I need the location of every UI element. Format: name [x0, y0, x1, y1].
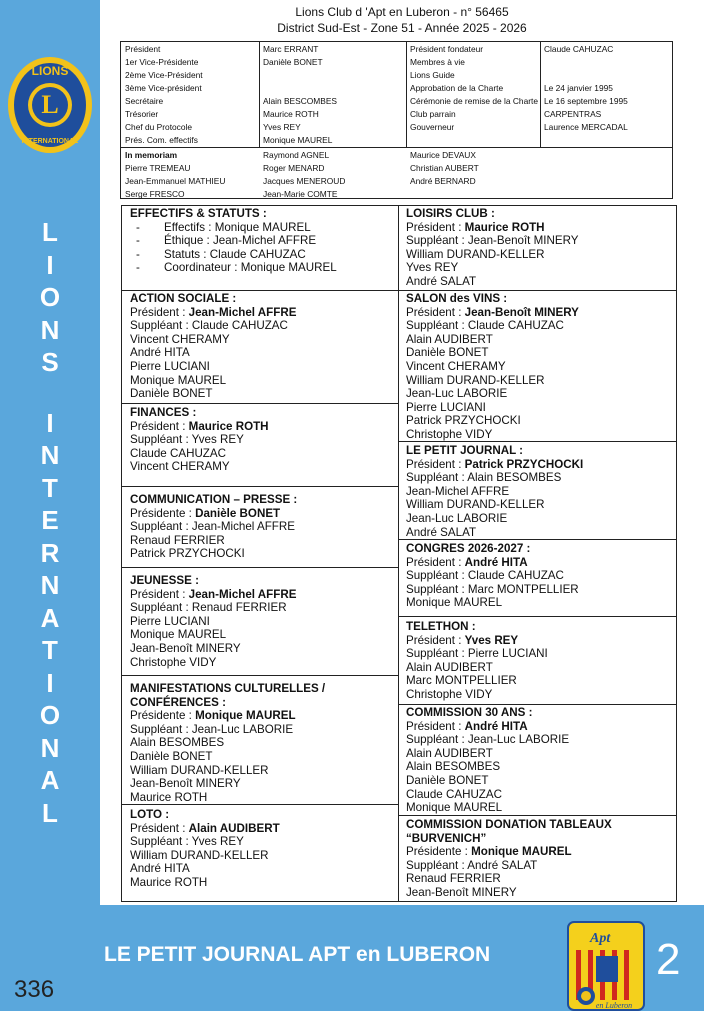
section-title: EFFECTIFS & STATUTS : — [130, 207, 267, 220]
commissions-grid — [121, 205, 677, 902]
president-label: Président : — [406, 555, 465, 569]
member: Maurice ROTH — [130, 790, 208, 804]
member: André HITA — [130, 862, 190, 876]
member: Renaud FERRIER — [130, 533, 225, 547]
congres-section — [406, 542, 579, 610]
member: Suppléant : Jean-Michel AFFRE — [130, 520, 295, 534]
member: Christophe VIDY — [406, 687, 493, 701]
fact-label: Cérémonie de remise de la Charte — [410, 96, 539, 106]
section-title-line2: “BURVENICH” — [406, 831, 487, 845]
member: Danièle BONET — [130, 387, 213, 401]
journal-title: LE PETIT JOURNAL APT en LUBERON — [104, 943, 491, 966]
section-title: COMMUNICATION – PRESSE : — [130, 493, 298, 506]
member: Suppléant : Renaud FERRIER — [130, 601, 287, 615]
memoriam-name: Pierre TREMEAU — [125, 163, 191, 173]
district-line: District Sud-Est - Zone 51 - Année 2025 - 2026 — [277, 21, 527, 35]
list-item: - Effectifs : Monique MAUREL — [130, 221, 337, 235]
finances-section — [130, 406, 269, 474]
member: Patrick PRZYCHOCKI — [130, 547, 245, 561]
svg-text:en Luberon: en Luberon — [595, 1001, 633, 1010]
fact-label: Lions Guide — [410, 70, 455, 80]
section-title-line2: CONFÉRENCES : — [130, 695, 226, 709]
member: Vincent CHERAMY — [406, 359, 506, 373]
section-title: COMMISSION DONATION TABLEAUX — [406, 818, 612, 831]
member: Jean-Michel AFFRE — [406, 484, 510, 498]
section-title: ACTION SOCIALE : — [130, 292, 237, 305]
member: Danièle BONET — [406, 346, 489, 360]
memoriam-name: Jacques MENEROUD — [263, 176, 346, 186]
role: Chef du Protocole — [125, 122, 193, 132]
list-item: - Statuts : Claude CAHUZAC — [130, 248, 337, 262]
list-item: - Coordinateur : Monique MAUREL — [130, 261, 337, 275]
section-title: CONGRES 2026-2027 : — [406, 542, 531, 555]
officer-roles-column — [125, 43, 203, 147]
loisirs-club-section — [406, 207, 579, 289]
president-label: Président : — [406, 633, 465, 647]
member: Suppléant : Marc MONTPELLIER — [406, 582, 579, 596]
svg-text:LIONS: LIONS — [31, 64, 69, 78]
member: Suppléant : Jean-Luc LABORIE — [130, 722, 294, 736]
vertical-letter: L — [42, 797, 58, 828]
member: Alain AUDIBERT — [406, 746, 493, 760]
apt-en-luberon-badge — [566, 920, 646, 1012]
member: Alain AUDIBERT — [406, 332, 493, 346]
section-title: COMMISSION 30 ANS : — [406, 706, 533, 719]
member: Monique MAUREL — [130, 373, 227, 387]
member: Suppléant : Yves REY — [130, 433, 244, 447]
fact-label: Club parrain — [410, 109, 456, 119]
page-number: 2 — [656, 935, 681, 984]
member: Jean-Benoît MINERY — [130, 777, 241, 791]
officer-names-column — [263, 43, 337, 147]
vertical-letter: N — [40, 732, 60, 763]
fact-value: Laurence MERCADAL — [544, 122, 628, 132]
role: Prés. Com. effectifs — [125, 135, 198, 145]
president-label: Présidente : — [130, 506, 196, 520]
memoriam-name: Serge FRESCO — [125, 189, 185, 199]
president-name: Maurice ROTH — [188, 419, 269, 433]
officer-name: Yves REY — [263, 122, 301, 132]
president-name: Monique MAUREL — [471, 845, 572, 859]
member: Patrick PRZYCHOCKI — [406, 414, 521, 428]
president-name: Alain AUDIBERT — [188, 821, 280, 835]
role: 3ème Vice-président — [125, 83, 202, 93]
club-name-line: Lions Club d 'Apt en Luberon - n° 56465 — [295, 5, 509, 19]
president-name: Jean-Michel AFFRE — [188, 587, 297, 601]
member: Suppléant : Claude CAHUZAC — [130, 319, 288, 333]
telethon-section — [406, 620, 548, 702]
club-facts-values-column — [544, 43, 628, 134]
president-label: Président : — [406, 220, 465, 234]
vertical-letter: I — [46, 407, 54, 438]
member: Suppléant : Jean-Luc LABORIE — [406, 733, 570, 747]
manifestations-culturelles-section — [130, 682, 325, 804]
issue-number: 336 — [14, 976, 55, 1003]
role: 2ème Vice-Président — [125, 70, 203, 80]
vertical-letter: L — [42, 217, 58, 247]
fact-label: Approbation de la Charte — [410, 83, 504, 93]
memoriam-name: Raymond AGNEL — [263, 150, 330, 160]
member: William DURAND-KELLER — [130, 763, 269, 777]
section-title: FINANCES : — [130, 406, 197, 419]
member: William DURAND-KELLER — [406, 498, 545, 512]
svg-text:L: L — [41, 90, 59, 119]
member: William DURAND-KELLER — [130, 848, 269, 862]
officer-name: Marc ERRANT — [263, 44, 319, 54]
fact-label: Président fondateur — [410, 44, 484, 54]
vertical-letter: I — [46, 667, 54, 698]
vertical-letter: A — [40, 765, 60, 795]
member: William DURAND-KELLER — [406, 373, 545, 387]
fact-value: Claude CAHUZAC — [544, 44, 614, 54]
svg-text:INTERNATIONAL: INTERNATIONAL — [21, 138, 79, 145]
president-label: Président : — [130, 419, 189, 433]
member: Suppléant : Pierre LUCIANI — [406, 647, 548, 661]
member: Alain BESOMBES — [406, 760, 501, 774]
petit-journal-section — [406, 444, 583, 539]
member: Renaud FERRIER — [406, 872, 501, 886]
section-title: LOISIRS CLUB : — [406, 207, 495, 220]
fact-value: Le 24 janvier 1995 — [544, 83, 613, 93]
member: Danièle BONET — [406, 773, 489, 787]
president-name: Jean-Michel AFFRE — [188, 305, 297, 319]
president-name: Danièle BONET — [195, 506, 281, 520]
vertical-letter: R — [40, 537, 60, 568]
memoriam-name: André BERNARD — [410, 176, 476, 186]
member: André HITA — [130, 346, 190, 360]
member: Alain BESOMBES — [130, 736, 225, 750]
action-sociale-section — [130, 292, 296, 401]
member: Claude CAHUZAC — [406, 787, 502, 801]
president-label: Président : — [130, 305, 189, 319]
role: Secrétaire — [125, 96, 164, 106]
officer-name: Maurice ROTH — [263, 109, 319, 119]
president-name: Monique MAUREL — [195, 709, 296, 723]
member: Monique MAUREL — [406, 801, 503, 815]
member: André SALAT — [406, 274, 477, 288]
president-name: André HITA — [464, 555, 528, 569]
section-title: JEUNESSE : — [130, 574, 199, 587]
member: Alain AUDIBERT — [406, 660, 493, 674]
vertical-letter: T — [42, 635, 58, 665]
president-name: Yves REY — [464, 633, 519, 647]
member: Pierre LUCIANI — [406, 400, 486, 414]
member: Vincent CHERAMY — [130, 332, 230, 346]
member: Suppléant : Yves REY — [130, 835, 244, 849]
president-label: Présidente : — [130, 709, 196, 723]
jeunesse-section — [130, 574, 296, 669]
vertical-letter: E — [41, 505, 59, 535]
member: André SALAT — [406, 525, 477, 539]
member: Pierre LUCIANI — [130, 359, 210, 373]
member: Jean-Benoît MINERY — [406, 885, 517, 899]
member: Claude CAHUZAC — [130, 446, 226, 460]
vertical-letter: S — [41, 347, 59, 377]
fact-label: Membres à vie — [410, 57, 465, 67]
president-label: Présidente : — [406, 845, 472, 859]
member: Marc MONTPELLIER — [406, 674, 517, 688]
member: William DURAND-KELLER — [406, 247, 545, 261]
memoriam-name: Jean-Marie COMTE — [263, 189, 338, 199]
president-name: Maurice ROTH — [464, 220, 545, 234]
president-label: Président : — [130, 821, 189, 835]
officers-table — [120, 41, 673, 199]
club-facts-column — [410, 43, 538, 134]
fact-value: CARPENTRAS — [544, 109, 602, 119]
vertical-letter: N — [40, 440, 60, 470]
memoriam-label: In memoriam — [125, 150, 178, 160]
president-name: Patrick PRZYCHOCKI — [464, 457, 584, 471]
member: Suppléant : Jean-Benoît MINERY — [406, 234, 579, 248]
vertical-letter: N — [40, 570, 60, 600]
loto-section — [130, 808, 280, 890]
section-title: TELETHON : — [406, 620, 476, 633]
fact-value: Le 16 septembre 1995 — [544, 96, 628, 106]
officer-name: Danièle BONET — [263, 57, 323, 67]
member: Suppléant : Claude CAHUZAC — [406, 319, 564, 333]
president-label: Président : — [406, 719, 465, 733]
vertical-letter: O — [39, 282, 61, 312]
member: Vincent CHERAMY — [130, 460, 230, 474]
vertical-letter: I — [46, 249, 54, 280]
section-title: LOTO : — [130, 808, 170, 821]
svg-text:Apt: Apt — [590, 931, 611, 946]
memoriam-name: Christian AUBERT — [410, 163, 479, 173]
commission-donation-section — [406, 818, 612, 900]
list-item: - Éthique : Jean-Michel AFFRE — [130, 234, 337, 248]
section-title: MANIFESTATIONS CULTURELLES / — [130, 682, 326, 695]
vertical-letter: A — [40, 602, 60, 633]
officer-name: Alain BESCOMBES — [263, 96, 338, 106]
member: Jean-Luc LABORIE — [406, 387, 508, 401]
member: Yves REY — [406, 261, 459, 275]
member: Jean-Luc LABORIE — [406, 511, 508, 525]
commission-30-ans-section — [406, 706, 569, 815]
memoriam-name: Roger MENARD — [263, 163, 325, 173]
member: Pierre LUCIANI — [130, 614, 210, 628]
member: Suppléant : André SALAT — [406, 858, 538, 872]
lions-club-logo — [6, 55, 94, 155]
vertical-letter: O — [39, 700, 61, 730]
member: Suppléant : Alain BESOMBES — [406, 471, 562, 485]
president-name: Jean-Benoît MINERY — [464, 305, 579, 319]
member: Maurice ROTH — [130, 875, 208, 889]
president-label: Président : — [406, 457, 465, 471]
president-label: Président : — [130, 587, 189, 601]
effectifs-section — [130, 207, 337, 275]
member: Monique MAUREL — [406, 596, 503, 610]
member: Christophe VIDY — [130, 655, 217, 669]
role: 1er Vice-Présidente — [125, 57, 199, 67]
member: Monique MAUREL — [130, 628, 227, 642]
in-memoriam-block — [121, 147, 672, 199]
vertical-letter: N — [40, 314, 60, 345]
member: Jean-Benoît MINERY — [130, 641, 241, 655]
member: Suppléant : Claude CAHUZAC — [406, 569, 564, 583]
communication-presse-section — [130, 493, 297, 561]
section-title: SALON des VINS : — [406, 292, 508, 305]
right-margin — [704, 0, 720, 1011]
fact-label: Gouverneur — [410, 122, 455, 132]
member: Danièle BONET — [130, 749, 213, 763]
role: Trésorier — [125, 109, 159, 119]
vertical-letter: T — [42, 472, 58, 503]
memoriam-name: Jean-Emmanuel MATHIEU — [125, 176, 226, 186]
officer-name: Monique MAUREL — [263, 135, 333, 145]
president-label: Président : — [406, 305, 465, 319]
salon-des-vins-section — [406, 292, 579, 442]
member: Christophe VIDY — [406, 427, 493, 441]
role: Président — [125, 44, 161, 54]
section-title: LE PETIT JOURNAL : — [406, 444, 524, 457]
president-name: André HITA — [464, 719, 528, 733]
memoriam-name: Maurice DEVAUX — [410, 150, 476, 160]
